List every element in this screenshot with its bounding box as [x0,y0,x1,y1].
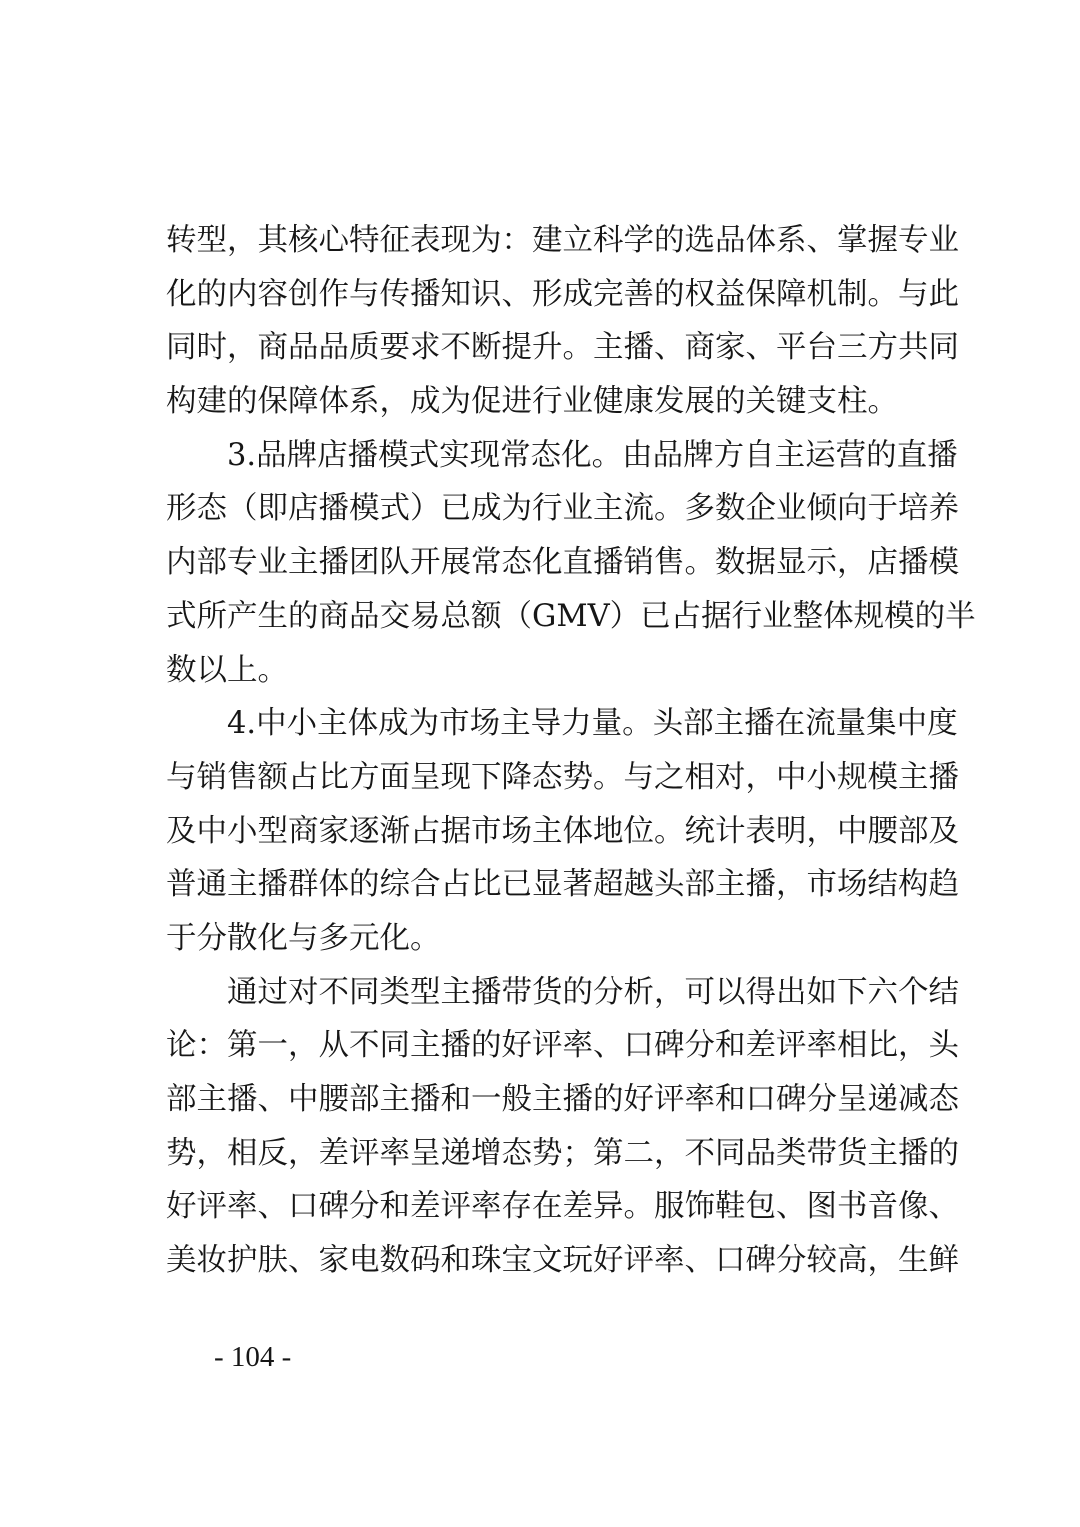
text-line: 形态（即店播模式）已成为行业主流。多数企业倾向于培养 [166,491,959,527]
text-line: 化的内容创作与传播知识、形成完善的权益保障机制。与此 [166,276,959,312]
text-line: 转型，其核心特征表现为：建立科学的选品体系、掌握专业 [166,223,959,258]
text-line: 部主播、中腰部主播和一般主播的好评率和口碑分呈递减态 [166,1082,959,1117]
text-line: 好评率、口碑分和差评率存在差异。服饰鞋包、图书音像、 [166,1189,959,1225]
text-line: 于分散化与多元化。 [166,920,441,956]
text-line: 论：第一，从不同主播的好评率、口碑分和差评率相比，头 [166,1028,959,1064]
text-line: 及中小型商家逐渐占据市场主体地位。统计表明，中腰部及 [166,813,959,849]
text-line: 与销售额占比方面呈现下降态势。与之相对，中小规模主播 [166,759,959,795]
text-line: 美妆护肤、家电数码和珠宝文玩好评率、口碑分较高，生鲜 [166,1243,959,1279]
page-number: - 104 - [214,1341,292,1373]
text-line: 普通主播群体的综合占比已显著超越头部主播，市场结构趋 [166,867,959,903]
text-line: 势，相反，差评率呈递增态势；第二，不同品类带货主播的 [166,1135,959,1171]
text-line: 内部专业主播团队开展常态化直播销售。数据显示，店播模 [166,545,959,581]
text-line: 同时，商品品质要求不断提升。主播、商家、平台三方共同 [166,330,959,366]
text-line: 数以上。 [166,652,288,688]
text-line: 式所产生的商品交易总额（GMV）已占据行业整体规模的半 [166,598,976,634]
text-line: 构建的保障体系，成为促进行业健康发展的关键支柱。 [166,384,898,420]
paragraph-heading-line: 3.品牌店播模式实现常态化。由品牌方自主运营的直播 [227,437,958,473]
body-text [166,214,976,1288]
paragraph-first-line: 通过对不同类型主播带货的分析，可以得出如下六个结 [227,974,959,1010]
paragraph-heading-line: 4.中小主体成为市场主导力量。头部主播在流量集中度 [227,706,958,742]
